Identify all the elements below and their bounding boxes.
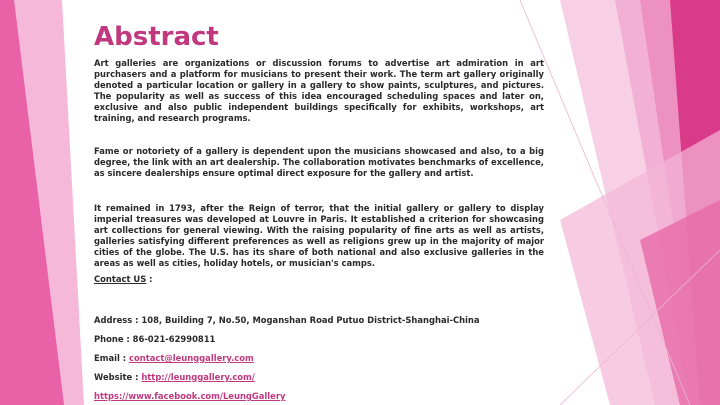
contact-email-line [94,353,544,364]
contact-address: Address : 108, Building 7, No.50, Moganshan Road Putuo District-Shanghai-China [94,315,480,325]
contact-heading: Contact US [94,274,147,284]
paragraph-2: Fame or notoriety of a gallery is dependent upon the musicians showcased and also, to a big degree, the link with an art dealership. The collaboration motivates benchmarks of excellence, as sincere dealerships ensure optimal direct exposure for the gallery and artist. [94,146,544,178]
website-label: Website : [94,372,142,382]
contact-facebook-line [94,391,544,402]
contact-heading-colon: : [146,274,153,284]
email-link[interactable]: contact@leunggallery.com [129,353,254,363]
paragraph-1: Art galleries are organizations or discussion forums to advertise art admiration in art purchasers and a platform for musicians to present their work. The term art gallery originally denoted a particular location or gallery in a gallery to show paints, sculptures, and pictures. The popularity as well as success of this idea encouraged scheduling spaces and later on, exclusive and also public independent buildings specifically for exhibits, workshops, art training, and research programs. [94,58,544,123]
paragraph-3: It remained in 1793, after the Reign of terror, that the initial gallery or gallery to display imperial treasures was developed at Louvre in Paris. It established a criterion for showcasing art collections for general viewing. With the raising popularity of fine arts as well as artists, galleries satisfying different preferences as well as religions grew up in the majority of major cities of the globe. The U.S. has its share of both national and also exclusive galleries in the areas as well as cities, holiday hotels, or musician's camps. [94,203,544,268]
email-label: Email : [94,353,130,363]
contact-heading-line [94,274,544,285]
content-area [94,22,544,402]
contact-website-line [94,372,544,383]
contact-phone: Phone : 86-021-62990811 [94,334,216,344]
facebook-link[interactable]: https://www.facebook.com/LeungGallery [94,391,286,401]
page-title: Abstract [94,22,219,52]
website-link[interactable]: http://leunggallery.com/ [141,372,255,382]
